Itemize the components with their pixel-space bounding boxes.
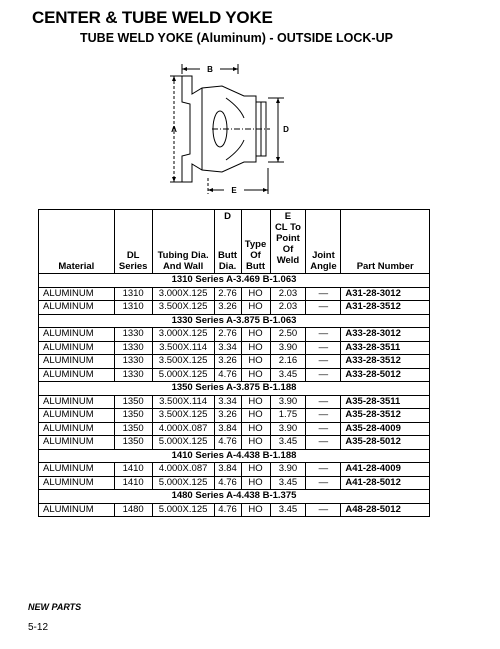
- header-type-line1: Type: [244, 239, 267, 250]
- cell-tubing: 5.000X.125: [152, 476, 214, 490]
- cell-butt-dia: 3.34: [214, 395, 241, 409]
- cell-dl-series: 1330: [114, 368, 152, 382]
- table-row: [39, 503, 430, 517]
- cell-butt-dia: 4.76: [214, 368, 241, 382]
- cell-part-number: A41-28-5012: [341, 476, 430, 490]
- table-body: [39, 274, 430, 517]
- cell-tubing: 5.000X.125: [152, 503, 214, 517]
- cell-butt-dia: 3.26: [214, 301, 241, 315]
- arrow-a-top: [172, 76, 176, 81]
- cell-dl-series: 1410: [114, 476, 152, 490]
- cell-type-of-butt: HO: [241, 355, 270, 369]
- cell-type-of-butt: HO: [241, 476, 270, 490]
- cell-part-number: A31-28-3012: [341, 287, 430, 301]
- page-subtitle: TUBE WELD YOKE (Aluminum) - OUTSIDE LOCK-UP: [80, 31, 393, 45]
- table-row: [39, 355, 430, 369]
- cell-joint-angle: —: [306, 409, 341, 423]
- cell-cl-to-weld: 3.90: [270, 463, 306, 477]
- cell-part-number: A33-28-3512: [341, 355, 430, 369]
- cell-material: ALUMINUM: [39, 422, 115, 436]
- cell-butt-dia: 3.34: [214, 341, 241, 355]
- header-tubing-line2: And Wall: [162, 261, 204, 272]
- label-d: D: [283, 125, 289, 134]
- table-row: [39, 436, 430, 450]
- yoke-outline: [182, 76, 256, 182]
- yoke-spec-table: [38, 209, 430, 517]
- cell-butt-dia: 4.76: [214, 476, 241, 490]
- label-b: B: [207, 65, 213, 74]
- cell-tubing: 3.500X.125: [152, 355, 214, 369]
- page-number: 5-12: [28, 622, 49, 633]
- cell-dl-series: 1350: [114, 436, 152, 450]
- cell-joint-angle: —: [306, 368, 341, 382]
- label-e: E: [231, 186, 237, 195]
- arrow-a-bottom: [172, 177, 176, 182]
- header-butt-dia-letter: D: [224, 211, 231, 222]
- cell-cl-to-weld: 3.90: [270, 395, 306, 409]
- cell-type-of-butt: HO: [241, 368, 270, 382]
- header-joint-line1: Joint: [312, 250, 335, 261]
- cell-part-number: A33-28-3511: [341, 341, 430, 355]
- cell-joint-angle: —: [306, 503, 341, 517]
- cell-butt-dia: 3.84: [214, 422, 241, 436]
- cell-joint-angle: —: [306, 301, 341, 315]
- header-dl-series-line1: DL: [126, 250, 140, 261]
- cell-dl-series: 1410: [114, 463, 152, 477]
- cell-part-number: A33-28-3012: [341, 328, 430, 342]
- yoke-diagram: [160, 58, 310, 204]
- cell-tubing: 5.000X.125: [152, 436, 214, 450]
- arrow-e-right: [263, 188, 268, 192]
- cell-cl-to-weld: 1.75: [270, 409, 306, 423]
- cell-type-of-butt: HO: [241, 422, 270, 436]
- arrow-e-left: [208, 188, 213, 192]
- section-row: [39, 314, 430, 328]
- arrow-b-left: [182, 67, 187, 71]
- cell-joint-angle: —: [306, 395, 341, 409]
- cell-type-of-butt: HO: [241, 395, 270, 409]
- cell-material: ALUMINUM: [39, 436, 115, 450]
- table-row: [39, 368, 430, 382]
- cell-material: ALUMINUM: [39, 301, 115, 315]
- cell-joint-angle: —: [306, 436, 341, 450]
- cell-cl-to-weld: 3.45: [270, 503, 306, 517]
- cell-material: ALUMINUM: [39, 355, 115, 369]
- header-cl-line4: Weld: [276, 255, 300, 266]
- table-row: [39, 476, 430, 490]
- cell-material: ALUMINUM: [39, 328, 115, 342]
- cell-dl-series: 1310: [114, 301, 152, 315]
- header-butt-dia-line1: Butt: [218, 250, 238, 261]
- cell-type-of-butt: HO: [241, 436, 270, 450]
- header-cl-to-weld: [270, 210, 306, 274]
- cell-dl-series: 1350: [114, 395, 152, 409]
- cell-cl-to-weld: 3.45: [270, 476, 306, 490]
- cell-type-of-butt: HO: [241, 409, 270, 423]
- cell-type-of-butt: HO: [241, 463, 270, 477]
- cell-material: ALUMINUM: [39, 409, 115, 423]
- cell-material: ALUMINUM: [39, 463, 115, 477]
- cell-cl-to-weld: 3.45: [270, 436, 306, 450]
- cell-part-number: A31-28-3512: [341, 301, 430, 315]
- cell-butt-dia: 2.76: [214, 328, 241, 342]
- cell-joint-angle: —: [306, 422, 341, 436]
- cell-butt-dia: 4.76: [214, 436, 241, 450]
- table-row: [39, 463, 430, 477]
- cell-cl-to-weld: 2.50: [270, 328, 306, 342]
- cell-butt-dia: 3.84: [214, 463, 241, 477]
- cell-material: ALUMINUM: [39, 287, 115, 301]
- section-label: 1480 Series A-4.438 B-1.375: [39, 490, 430, 504]
- section-label: 1330 Series A-3.875 B-1.063: [39, 314, 430, 328]
- cell-cl-to-weld: 2.16: [270, 355, 306, 369]
- cell-part-number: A48-28-5012: [341, 503, 430, 517]
- header-joint-angle: [306, 210, 341, 274]
- section-row: [39, 382, 430, 396]
- cell-cl-to-weld: 2.03: [270, 287, 306, 301]
- cell-joint-angle: —: [306, 328, 341, 342]
- cell-tubing: 3.500X.114: [152, 341, 214, 355]
- cell-butt-dia: 3.26: [214, 355, 241, 369]
- table-row: [39, 328, 430, 342]
- cell-joint-angle: —: [306, 341, 341, 355]
- yoke-contour-top: [226, 98, 244, 118]
- cell-butt-dia: 2.76: [214, 287, 241, 301]
- cell-material: ALUMINUM: [39, 341, 115, 355]
- cell-material: ALUMINUM: [39, 503, 115, 517]
- cell-dl-series: 1350: [114, 409, 152, 423]
- arrow-d-bottom: [276, 157, 280, 162]
- header-part-number: Part Number: [341, 210, 430, 274]
- cell-tubing: 4.000X.087: [152, 422, 214, 436]
- cell-butt-dia: 3.26: [214, 409, 241, 423]
- cell-dl-series: 1330: [114, 341, 152, 355]
- cell-tubing: 3.000X.125: [152, 328, 214, 342]
- header-butt-dia-line2: Dia.: [218, 261, 237, 272]
- section-label: 1350 Series A-3.875 B-1.188: [39, 382, 430, 396]
- new-parts-note: NEW PARTS: [28, 602, 82, 612]
- table-row: [39, 287, 430, 301]
- yoke-contour-bottom: [226, 140, 244, 160]
- header-type-line2: Of: [250, 250, 261, 261]
- header-tubing: [152, 210, 214, 274]
- header-dl-series-line2: Series: [118, 261, 148, 272]
- section-row: [39, 490, 430, 504]
- cell-tubing: 3.500X.125: [152, 301, 214, 315]
- header-cl-line2: Point: [276, 233, 300, 244]
- cell-type-of-butt: HO: [241, 287, 270, 301]
- table-header-row: [39, 210, 430, 274]
- cell-dl-series: 1310: [114, 287, 152, 301]
- arrow-b-right: [233, 67, 238, 71]
- cell-tubing: 3.500X.114: [152, 395, 214, 409]
- cell-cl-to-weld: 2.03: [270, 301, 306, 315]
- cell-tubing: 3.000X.125: [152, 287, 214, 301]
- cell-dl-series: 1330: [114, 355, 152, 369]
- header-cl-letter: E: [284, 211, 292, 222]
- cell-part-number: A35-28-3511: [341, 395, 430, 409]
- cell-type-of-butt: HO: [241, 301, 270, 315]
- section-label: 1310 Series A-3.469 B-1.063: [39, 274, 430, 288]
- header-material: Material: [39, 210, 115, 274]
- header-dl-series: [114, 210, 152, 274]
- cell-tubing: 3.500X.125: [152, 409, 214, 423]
- table-row: [39, 422, 430, 436]
- cell-part-number: A35-28-5012: [341, 436, 430, 450]
- cell-type-of-butt: HO: [241, 341, 270, 355]
- label-a: A: [171, 125, 177, 134]
- section-row: [39, 449, 430, 463]
- cell-type-of-butt: HO: [241, 503, 270, 517]
- section-row: [39, 274, 430, 288]
- table-row: [39, 409, 430, 423]
- cell-dl-series: 1350: [114, 422, 152, 436]
- section-label: 1410 Series A-4.438 B-1.188: [39, 449, 430, 463]
- cell-type-of-butt: HO: [241, 328, 270, 342]
- cell-dl-series: 1330: [114, 328, 152, 342]
- cell-joint-angle: —: [306, 476, 341, 490]
- cell-cl-to-weld: 3.90: [270, 341, 306, 355]
- table-row: [39, 395, 430, 409]
- header-type-of-butt: [241, 210, 270, 274]
- cell-part-number: A35-28-4009: [341, 422, 430, 436]
- page-title: CENTER & TUBE WELD YOKE: [32, 8, 273, 27]
- cell-tubing: 4.000X.087: [152, 463, 214, 477]
- cell-part-number: A35-28-3512: [341, 409, 430, 423]
- cell-part-number: A33-28-5012: [341, 368, 430, 382]
- cell-material: ALUMINUM: [39, 476, 115, 490]
- header-joint-line2: Angle: [310, 261, 337, 272]
- cell-butt-dia: 4.76: [214, 503, 241, 517]
- cell-cl-to-weld: 3.90: [270, 422, 306, 436]
- cell-joint-angle: —: [306, 287, 341, 301]
- cell-tubing: 5.000X.125: [152, 368, 214, 382]
- header-butt-dia: [214, 210, 241, 274]
- header-type-line3: Butt: [246, 261, 265, 272]
- header-tubing-line1: Tubing Dia.: [157, 250, 209, 261]
- table-row: [39, 341, 430, 355]
- cell-dl-series: 1480: [114, 503, 152, 517]
- cell-joint-angle: —: [306, 463, 341, 477]
- cell-material: ALUMINUM: [39, 368, 115, 382]
- cell-joint-angle: —: [306, 355, 341, 369]
- arrow-d-top: [276, 98, 280, 103]
- header-cl-line3: Of: [282, 244, 294, 255]
- header-cl-line1: CL To: [274, 222, 301, 233]
- table-row: [39, 301, 430, 315]
- cell-material: ALUMINUM: [39, 395, 115, 409]
- cell-cl-to-weld: 3.45: [270, 368, 306, 382]
- cell-part-number: A41-28-4009: [341, 463, 430, 477]
